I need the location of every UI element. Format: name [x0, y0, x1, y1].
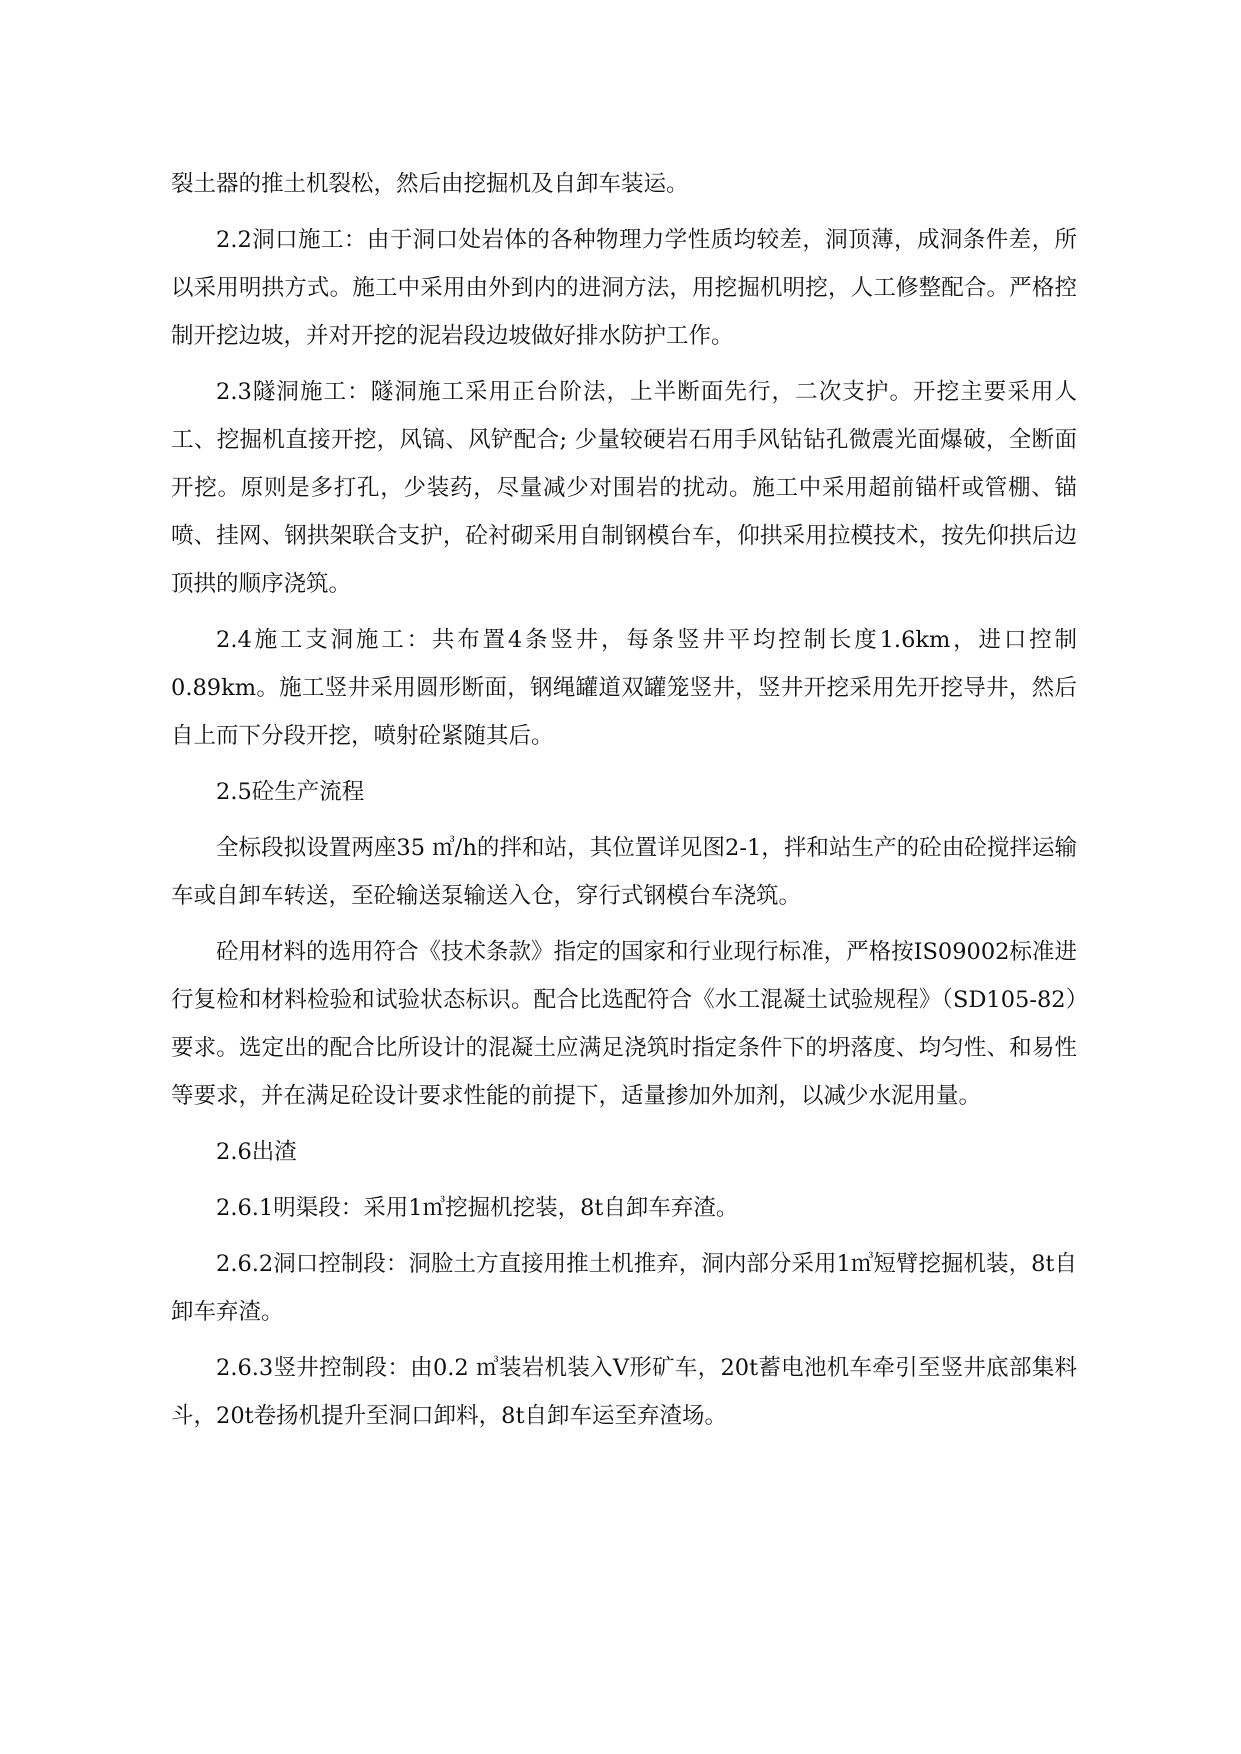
paragraph-continuation: 裂土器的推土机裂松，然后由挖掘机及自卸车装运。 [171, 171, 689, 197]
paragraph-2-4-branch-tunnel-construction: 2.4施工支洞施工：共布置4条竖井，每条竖井平均控制长度1.6km，进口控制0.89km。施工竖井采用圆形断面，钢绳罐道双罐笼竖井，竖井开挖采用先开挖导井，然后自上而下分段开挖，喷射砼紧随其后。 [171, 627, 1077, 749]
paragraph-2-6-2-portal-control: 2.6.2洞口控制段：洞脸土方直接用推土机推弃，洞内部分采用1㎥短臂挖掘机装，8t自卸车弃渣。 [171, 1251, 1077, 1325]
paragraph-materials-standard: 砼用材料的选用符合《技术条款》指定的国家和行业现行标准，严格按IS09002标准进行复检和材料检验和试验状态标识。配合比选配符合《水工混凝土试验规程》（SD105-82）要求。选定出的配合比所设计的混凝土应满足浇筑时指定条件下的坍落度、均匀性、和易性等要求，并在满足砼设计要求性能的前提下，适量掺加外加剂，以减少水泥用量。 [171, 939, 1077, 1109]
paragraph-2-2-portal-construction: 2.2洞口施工：由于洞口处岩体的各种物理力学性质均较差，洞顶薄，成洞条件差，所以采用明拱方式。施工中采用由外到内的进洞方法，用挖掘机明挖，人工修整配合。严格控制开挖边坡，并对开挖的泥岩段边坡做好排水防护工作。 [171, 227, 1077, 349]
section-heading-2-6: 2.6出渣 [216, 1139, 297, 1165]
document-body [171, 160, 1077, 1448]
paragraph-2-3-tunnel-construction: 2.3隧洞施工：隧洞施工采用正台阶法，上半断面先行，二次支护。开挖主要采用人工、挖掘机直接开挖，风镐、风铲配合; 少量较硬岩石用手风钻钻孔微震光面爆破，全断面开挖。原则是多打孔，少装药，尽量减少对围岩的扰动。施工中采用超前锚杆或管棚、锚喷、挂网、钢拱架联合支护，砼衬砌采用自制钢模台车，仰拱采用拉模技术，按先仰拱后边顶拱的顺序浇筑。 [171, 379, 1077, 597]
section-heading-2-5: 2.5砼生产流程 [216, 779, 365, 805]
paragraph-mixing-station: 全标段拟设置两座35 ㎥/h的拌和站，其位置详见图2-1，拌和站生产的砼由砼搅拌运输车或自卸车转送，至砼输送泵输送入仓，穿行式钢模台车浇筑。 [171, 835, 1077, 909]
paragraph-2-6-3-shaft-control: 2.6.3竖井控制段：由0.2 ㎥装岩机装入V形矿车，20t蓄电池机车牵引至竖井底部集料斗，20t卷扬机提升至洞口卸料，8t自卸车运至弃渣场。 [171, 1355, 1077, 1429]
paragraph-2-6-1-open-channel: 2.6.1明渠段：采用1㎥挖掘机挖装，8t自卸车弃渣。 [216, 1195, 739, 1221]
